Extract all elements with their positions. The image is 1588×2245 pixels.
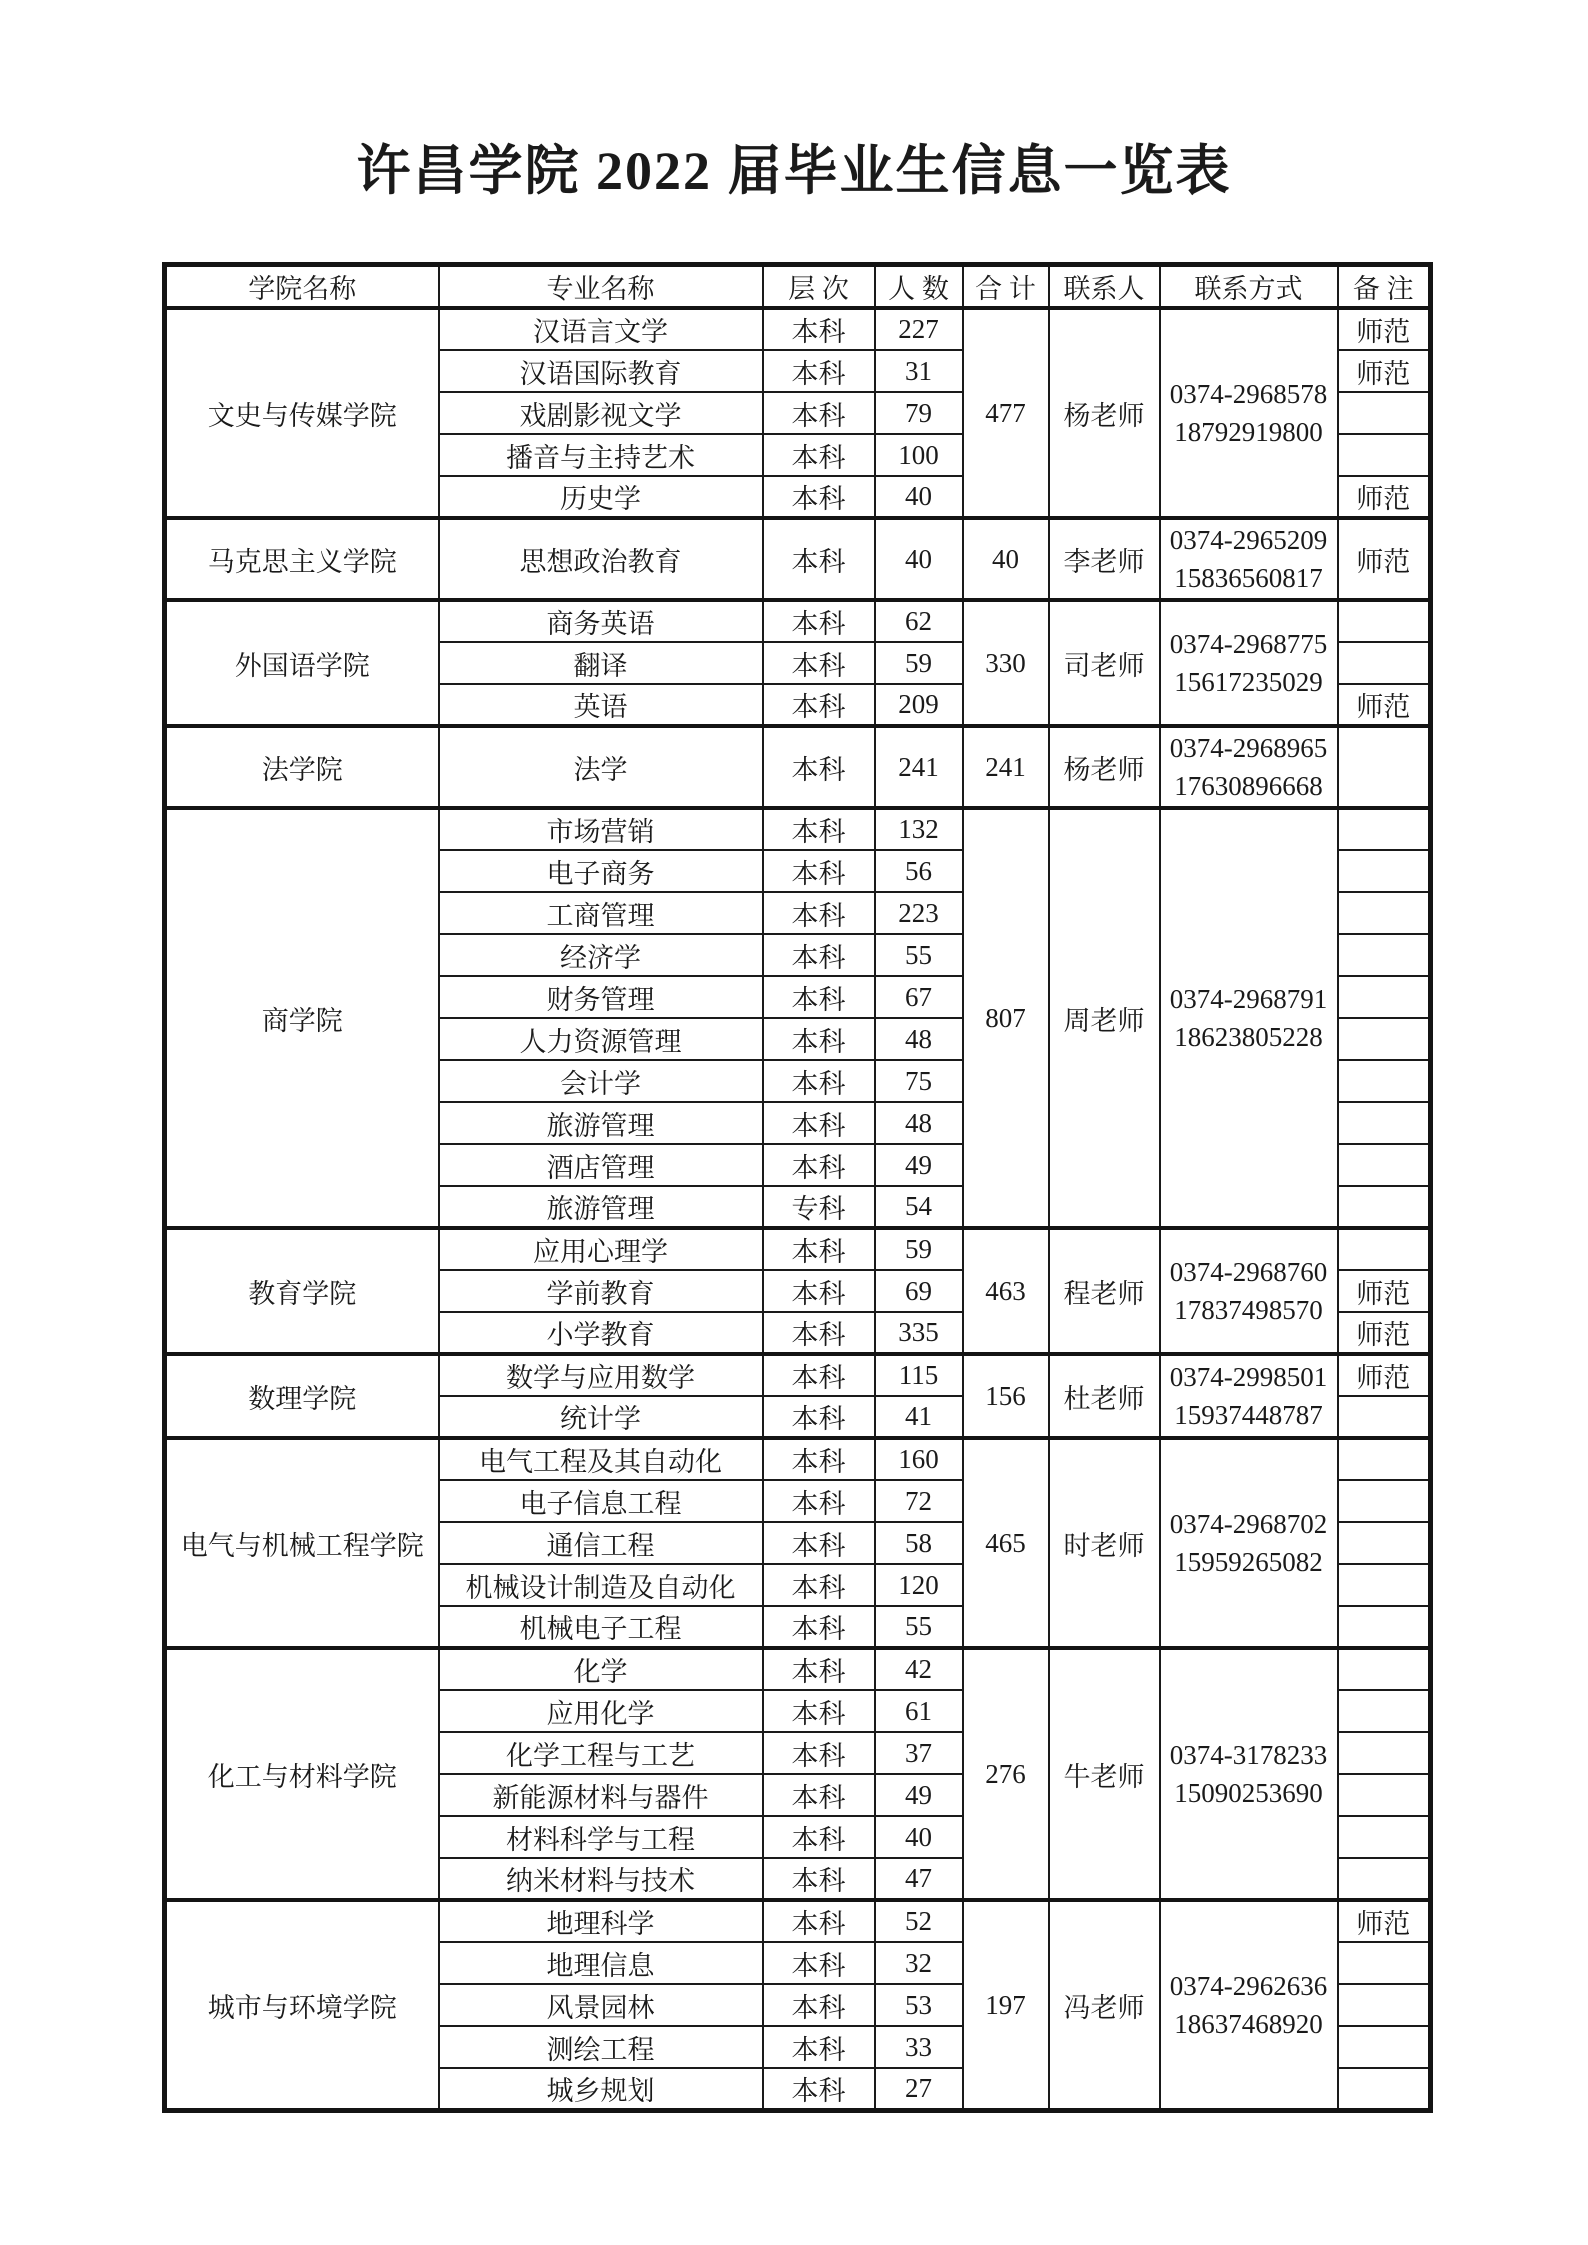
table-row: [165, 518, 1431, 600]
count-cell: 61: [875, 1690, 963, 1732]
major-cell: 旅游管理: [439, 1102, 763, 1144]
phone-line: 0374-2968578: [1169, 379, 1328, 409]
remark-cell: [1338, 2068, 1431, 2111]
major-cell: 英语: [439, 684, 763, 726]
remark-cell: 师范: [1338, 350, 1431, 392]
major-cell: 翻译: [439, 642, 763, 684]
level-cell: 本科: [763, 2068, 875, 2111]
level-cell: 本科: [763, 350, 875, 392]
count-cell: 37: [875, 1732, 963, 1774]
level-cell: 本科: [763, 1480, 875, 1522]
count-cell: 120: [875, 1564, 963, 1606]
phone-line: 15937448787: [1174, 1400, 1323, 1430]
phone-cell: [1160, 1900, 1338, 2111]
major-cell: 电子信息工程: [439, 1480, 763, 1522]
major-cell: 思想政治教育: [439, 518, 763, 600]
count-cell: 31: [875, 350, 963, 392]
total-cell: 241: [963, 726, 1049, 808]
phone-line: 0374-2968702: [1169, 1509, 1328, 1539]
count-cell: 58: [875, 1522, 963, 1564]
column-header: 联系方式: [1160, 265, 1338, 309]
level-cell: 本科: [763, 1942, 875, 1984]
count-cell: 48: [875, 1018, 963, 1060]
count-cell: 55: [875, 1606, 963, 1648]
remark-cell: 师范: [1338, 1270, 1431, 1312]
remark-cell: [1338, 2026, 1431, 2068]
major-cell: 电气工程及其自动化: [439, 1438, 763, 1480]
count-cell: 132: [875, 808, 963, 850]
level-cell: 本科: [763, 1144, 875, 1186]
remark-cell: [1338, 1858, 1431, 1900]
level-cell: 本科: [763, 434, 875, 476]
table-row: [165, 308, 1431, 350]
major-cell: 历史学: [439, 476, 763, 518]
phone-line: 17837498570: [1174, 1295, 1323, 1325]
level-cell: 本科: [763, 892, 875, 934]
phone-line: 0374-2962636: [1169, 1971, 1328, 2001]
level-cell: 本科: [763, 976, 875, 1018]
count-cell: 335: [875, 1312, 963, 1354]
count-cell: 55: [875, 934, 963, 976]
level-cell: 本科: [763, 600, 875, 642]
remark-cell: [1338, 434, 1431, 476]
phone-line: 0374-2968965: [1169, 733, 1328, 763]
level-cell: 本科: [763, 1984, 875, 2026]
count-cell: 59: [875, 642, 963, 684]
contact-cell: 周老师: [1049, 808, 1160, 1228]
major-cell: 商务英语: [439, 600, 763, 642]
phone-line: 0374-2968760: [1169, 1257, 1328, 1287]
level-cell: 本科: [763, 1774, 875, 1816]
remark-cell: [1338, 1186, 1431, 1228]
count-cell: 40: [875, 518, 963, 600]
level-cell: 本科: [763, 1060, 875, 1102]
contact-cell: 冯老师: [1049, 1900, 1160, 2111]
count-cell: 56: [875, 850, 963, 892]
level-cell: 本科: [763, 1270, 875, 1312]
phone-line: 0374-2968791: [1169, 984, 1328, 1014]
count-cell: 33: [875, 2026, 963, 2068]
page-title: 许昌学院 2022 届毕业生信息一览表: [356, 141, 1232, 201]
count-cell: 49: [875, 1774, 963, 1816]
phone-line: 0374-3178233: [1169, 1740, 1328, 1770]
column-header: 合 计: [963, 265, 1049, 309]
phone-cell: [1160, 726, 1338, 808]
college-cell: 文史与传媒学院: [165, 308, 439, 518]
major-cell: 应用化学: [439, 1690, 763, 1732]
count-cell: 69: [875, 1270, 963, 1312]
remark-cell: [1338, 1648, 1431, 1690]
college-cell: 城市与环境学院: [165, 1900, 439, 2111]
level-cell: 本科: [763, 1900, 875, 1942]
count-cell: 27: [875, 2068, 963, 2111]
level-cell: 本科: [763, 476, 875, 518]
major-cell: 新能源材料与器件: [439, 1774, 763, 1816]
remark-cell: [1338, 642, 1431, 684]
level-cell: 本科: [763, 1438, 875, 1480]
phone-line: 18623805228: [1174, 1022, 1323, 1052]
count-cell: 79: [875, 392, 963, 434]
major-cell: 数学与应用数学: [439, 1354, 763, 1396]
level-cell: 本科: [763, 1354, 875, 1396]
count-cell: 41: [875, 1396, 963, 1438]
college-cell: 商学院: [165, 808, 439, 1228]
remark-cell: [1338, 1396, 1431, 1438]
total-cell: 40: [963, 518, 1049, 600]
major-cell: 酒店管理: [439, 1144, 763, 1186]
level-cell: 专科: [763, 1186, 875, 1228]
phone-cell: [1160, 308, 1338, 518]
remark-cell: [1338, 1144, 1431, 1186]
count-cell: 227: [875, 308, 963, 350]
major-cell: 播音与主持艺术: [439, 434, 763, 476]
count-cell: 59: [875, 1228, 963, 1270]
count-cell: 40: [875, 476, 963, 518]
major-cell: 测绘工程: [439, 2026, 763, 2068]
level-cell: 本科: [763, 850, 875, 892]
count-cell: 223: [875, 892, 963, 934]
major-cell: 汉语国际教育: [439, 350, 763, 392]
phone-line: 18637468920: [1174, 2009, 1323, 2039]
level-cell: 本科: [763, 518, 875, 600]
total-cell: 197: [963, 1900, 1049, 2111]
remark-cell: [1338, 850, 1431, 892]
count-cell: 100: [875, 434, 963, 476]
table-container: [162, 262, 1433, 2113]
remark-cell: 师范: [1338, 1900, 1431, 1942]
remark-cell: 师范: [1338, 308, 1431, 350]
remark-cell: [1338, 976, 1431, 1018]
major-cell: 纳米材料与技术: [439, 1858, 763, 1900]
count-cell: 67: [875, 976, 963, 1018]
column-header: 层 次: [763, 265, 875, 309]
major-cell: 小学教育: [439, 1312, 763, 1354]
phone-cell: [1160, 1648, 1338, 1900]
remark-cell: [1338, 808, 1431, 850]
level-cell: 本科: [763, 1396, 875, 1438]
count-cell: 75: [875, 1060, 963, 1102]
column-header: 备 注: [1338, 265, 1431, 309]
college-cell: 外国语学院: [165, 600, 439, 726]
remark-cell: [1338, 934, 1431, 976]
count-cell: 62: [875, 600, 963, 642]
major-cell: 机械电子工程: [439, 1606, 763, 1648]
level-cell: 本科: [763, 1564, 875, 1606]
remark-cell: [1338, 1018, 1431, 1060]
remark-cell: [1338, 1984, 1431, 2026]
total-cell: 807: [963, 808, 1049, 1228]
major-cell: 汉语言文学: [439, 308, 763, 350]
major-cell: 经济学: [439, 934, 763, 976]
table-row: [165, 1354, 1431, 1396]
remark-cell: [1338, 600, 1431, 642]
count-cell: 49: [875, 1144, 963, 1186]
count-cell: 48: [875, 1102, 963, 1144]
header-row: [165, 265, 1431, 309]
phone-line: 0374-2968775: [1169, 629, 1328, 659]
phone-cell: [1160, 1354, 1338, 1438]
major-cell: 人力资源管理: [439, 1018, 763, 1060]
major-cell: 化学: [439, 1648, 763, 1690]
level-cell: 本科: [763, 684, 875, 726]
remark-cell: 师范: [1338, 684, 1431, 726]
level-cell: 本科: [763, 1816, 875, 1858]
major-cell: 统计学: [439, 1396, 763, 1438]
contact-cell: 时老师: [1049, 1438, 1160, 1648]
contact-cell: 程老师: [1049, 1228, 1160, 1354]
total-cell: 465: [963, 1438, 1049, 1648]
major-cell: 电子商务: [439, 850, 763, 892]
remark-cell: [1338, 1228, 1431, 1270]
table-row: [165, 1900, 1431, 1942]
count-cell: 241: [875, 726, 963, 808]
remark-cell: [1338, 1438, 1431, 1480]
level-cell: 本科: [763, 1312, 875, 1354]
phone-line: 17630896668: [1174, 771, 1323, 801]
level-cell: 本科: [763, 1018, 875, 1060]
count-cell: 42: [875, 1648, 963, 1690]
major-cell: 风景园林: [439, 1984, 763, 2026]
count-cell: 32: [875, 1942, 963, 1984]
level-cell: 本科: [763, 1522, 875, 1564]
count-cell: 160: [875, 1438, 963, 1480]
contact-cell: 司老师: [1049, 600, 1160, 726]
level-cell: 本科: [763, 2026, 875, 2068]
major-cell: 市场营销: [439, 808, 763, 850]
phone-cell: [1160, 808, 1338, 1228]
count-cell: 115: [875, 1354, 963, 1396]
table-body: [165, 308, 1431, 2111]
contact-cell: 杜老师: [1049, 1354, 1160, 1438]
remark-cell: [1338, 1480, 1431, 1522]
contact-cell: 杨老师: [1049, 308, 1160, 518]
remark-cell: [1338, 726, 1431, 808]
count-cell: 54: [875, 1186, 963, 1228]
major-cell: 化学工程与工艺: [439, 1732, 763, 1774]
remark-cell: 师范: [1338, 476, 1431, 518]
table-row: [165, 808, 1431, 850]
remark-cell: [1338, 1102, 1431, 1144]
level-cell: 本科: [763, 1228, 875, 1270]
contact-cell: 杨老师: [1049, 726, 1160, 808]
level-cell: 本科: [763, 308, 875, 350]
remark-cell: [1338, 1564, 1431, 1606]
level-cell: 本科: [763, 1732, 875, 1774]
column-header: 联系人: [1049, 265, 1160, 309]
phone-line: 0374-2998501: [1169, 1362, 1328, 1392]
major-cell: 地理信息: [439, 1942, 763, 1984]
phone-cell: [1160, 600, 1338, 726]
level-cell: 本科: [763, 726, 875, 808]
count-cell: 40: [875, 1816, 963, 1858]
college-cell: 马克思主义学院: [165, 518, 439, 600]
count-cell: 72: [875, 1480, 963, 1522]
major-cell: 城乡规划: [439, 2068, 763, 2111]
college-cell: 数理学院: [165, 1354, 439, 1438]
college-cell: 电气与机械工程学院: [165, 1438, 439, 1648]
level-cell: 本科: [763, 1606, 875, 1648]
contact-cell: 牛老师: [1049, 1648, 1160, 1900]
count-cell: 47: [875, 1858, 963, 1900]
table-row: [165, 600, 1431, 642]
table-row: [165, 726, 1431, 808]
major-cell: 学前教育: [439, 1270, 763, 1312]
remark-cell: [1338, 1690, 1431, 1732]
remark-cell: 师范: [1338, 518, 1431, 600]
column-header: 专业名称: [439, 265, 763, 309]
major-cell: 机械设计制造及自动化: [439, 1564, 763, 1606]
level-cell: 本科: [763, 934, 875, 976]
major-cell: 法学: [439, 726, 763, 808]
phone-cell: [1160, 1438, 1338, 1648]
contact-cell: 李老师: [1049, 518, 1160, 600]
college-cell: 法学院: [165, 726, 439, 808]
major-cell: 会计学: [439, 1060, 763, 1102]
column-header: 人 数: [875, 265, 963, 309]
major-cell: 材料科学与工程: [439, 1816, 763, 1858]
remark-cell: [1338, 392, 1431, 434]
total-cell: 463: [963, 1228, 1049, 1354]
phone-line: 15090253690: [1174, 1778, 1323, 1808]
major-cell: 地理科学: [439, 1900, 763, 1942]
level-cell: 本科: [763, 642, 875, 684]
graduates-table: [162, 262, 1433, 2113]
remark-cell: [1338, 1816, 1431, 1858]
level-cell: 本科: [763, 1690, 875, 1732]
major-cell: 财务管理: [439, 976, 763, 1018]
phone-line: 0374-2965209: [1169, 525, 1328, 555]
major-cell: 应用心理学: [439, 1228, 763, 1270]
phone-cell: [1160, 518, 1338, 600]
level-cell: 本科: [763, 1102, 875, 1144]
college-cell: 教育学院: [165, 1228, 439, 1354]
level-cell: 本科: [763, 1648, 875, 1690]
table-row: [165, 1648, 1431, 1690]
phone-line: 18792919800: [1174, 417, 1323, 447]
phone-line: 15617235029: [1174, 667, 1323, 697]
level-cell: 本科: [763, 392, 875, 434]
remark-cell: [1338, 1606, 1431, 1648]
major-cell: 旅游管理: [439, 1186, 763, 1228]
level-cell: 本科: [763, 1858, 875, 1900]
remark-cell: [1338, 1732, 1431, 1774]
table-row: [165, 1228, 1431, 1270]
count-cell: 53: [875, 1984, 963, 2026]
remark-cell: 师范: [1338, 1312, 1431, 1354]
phone-cell: [1160, 1228, 1338, 1354]
phone-line: 15959265082: [1174, 1547, 1323, 1577]
phone-line: 15836560817: [1174, 563, 1323, 593]
table-row: [165, 1438, 1431, 1480]
column-header: 学院名称: [165, 265, 439, 309]
college-cell: 化工与材料学院: [165, 1648, 439, 1900]
remark-cell: [1338, 1942, 1431, 1984]
remark-cell: 师范: [1338, 1354, 1431, 1396]
total-cell: 276: [963, 1648, 1049, 1900]
total-cell: 156: [963, 1354, 1049, 1438]
major-cell: 通信工程: [439, 1522, 763, 1564]
level-cell: 本科: [763, 808, 875, 850]
total-cell: 477: [963, 308, 1049, 518]
remark-cell: [1338, 1060, 1431, 1102]
major-cell: 工商管理: [439, 892, 763, 934]
count-cell: 52: [875, 1900, 963, 1942]
remark-cell: [1338, 892, 1431, 934]
count-cell: 209: [875, 684, 963, 726]
remark-cell: [1338, 1774, 1431, 1816]
remark-cell: [1338, 1522, 1431, 1564]
major-cell: 戏剧影视文学: [439, 392, 763, 434]
total-cell: 330: [963, 600, 1049, 726]
